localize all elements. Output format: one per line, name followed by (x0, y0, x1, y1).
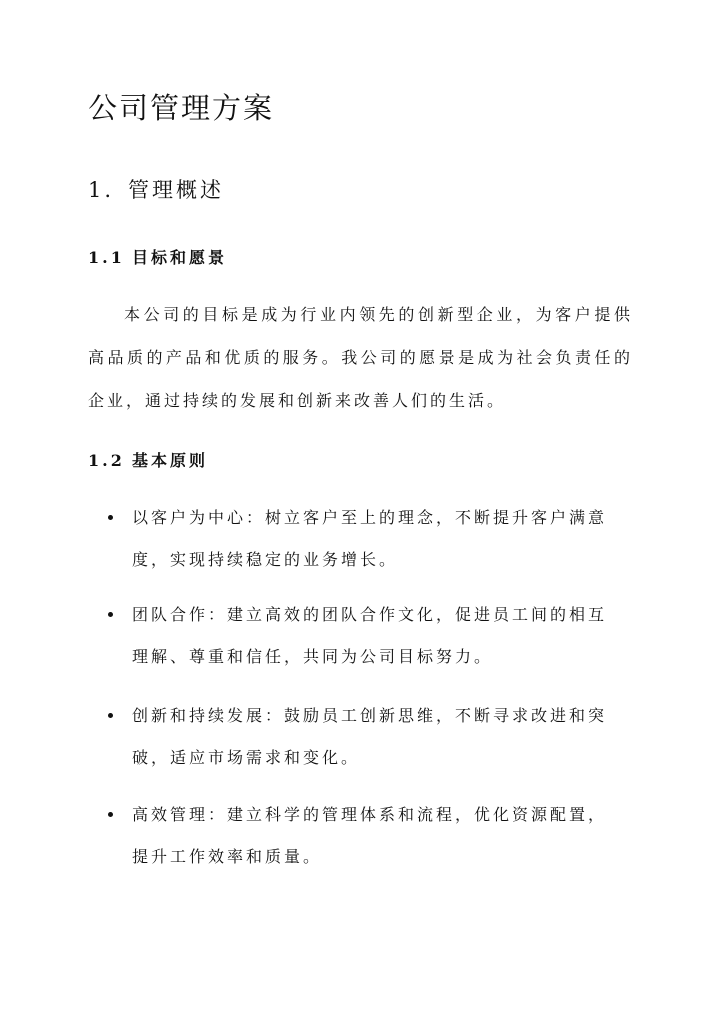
goals-vision-paragraph: 本公司的目标是成为行业内领先的创新型企业，为客户提供高品质的产品和优质的服务。我公司的愿景是成为社会负责任的企业，通过持续的发展和创新来改善人们的生活。 (88, 305, 633, 410)
list-item-text: 高效管理：建立科学的管理体系和流程，优化资源配置，提升工作效率和质量。 (132, 805, 608, 866)
list-item-text: 创新和持续发展：鼓励员工创新思维，不断寻求改进和突破，适应市场需求和变化。 (132, 706, 608, 767)
subsection-number: 1.2 (88, 451, 125, 470)
list-item-text: 以客户为中心：树立客户至上的理念，不断提升客户满意度，实现持续稳定的业务增长。 (132, 508, 608, 569)
list-item-text: 团队合作：建立高效的团队合作文化，促进员工间的相互理解、尊重和信任，共同为公司目标努力。 (132, 605, 608, 666)
list-item (108, 497, 618, 581)
subsection-title: 基本原则 (132, 451, 209, 470)
section-heading-1 (88, 174, 224, 204)
list-item (108, 695, 618, 779)
bullet-dot (108, 713, 113, 718)
bullet-dot (108, 612, 113, 617)
bullet-dot (108, 812, 113, 817)
list-item (108, 594, 618, 678)
subsection-heading-1-1 (88, 245, 227, 268)
bullet-dot (108, 515, 113, 520)
section-number: 1. (88, 178, 115, 202)
subsection-title: 目标和愿景 (132, 248, 228, 267)
subsection-number: 1.1 (88, 248, 125, 267)
document-title: 公司管理方案 (88, 91, 275, 125)
list-item (108, 794, 618, 878)
section-title: 管理概述 (128, 178, 224, 202)
subsection-heading-1-2 (88, 448, 208, 471)
